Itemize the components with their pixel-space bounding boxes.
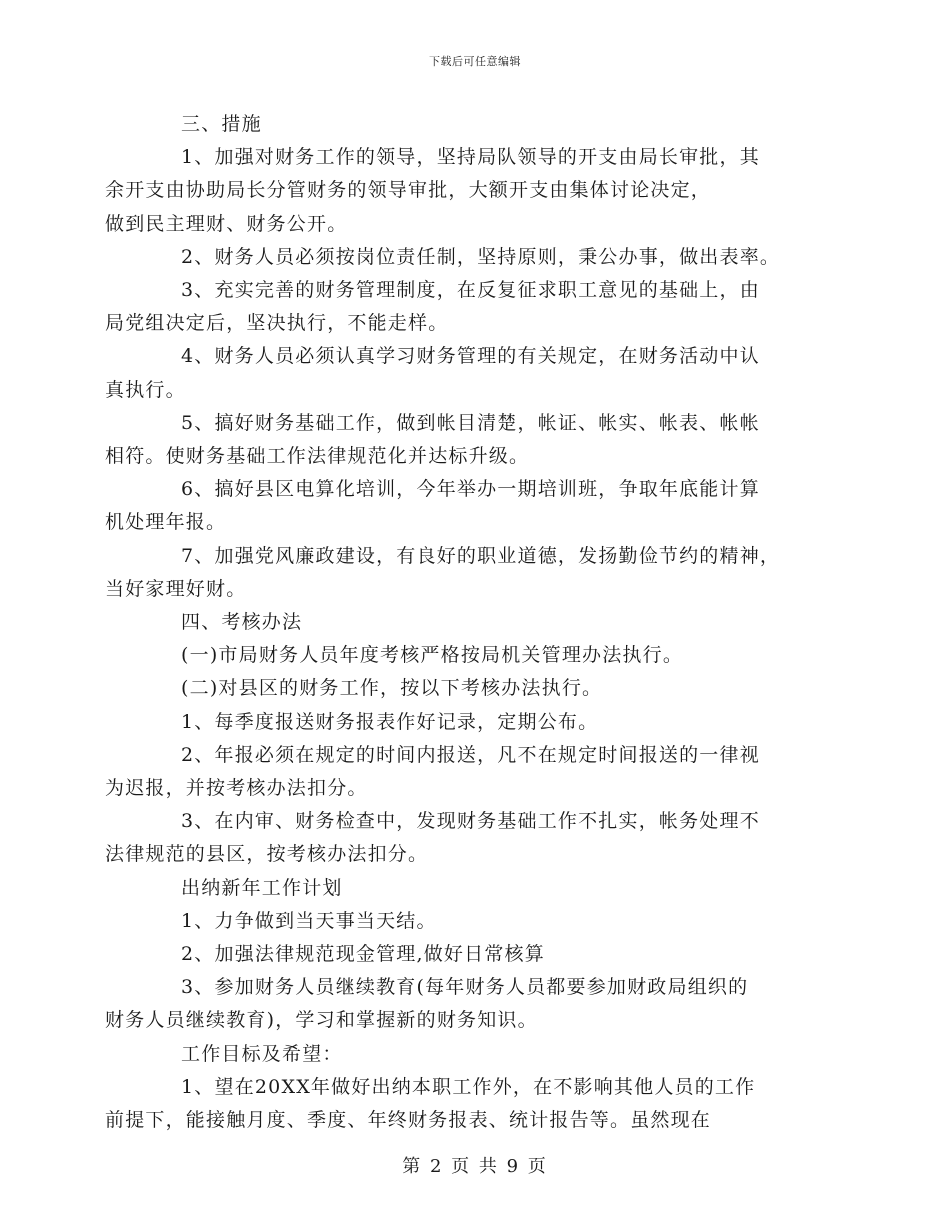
paragraph-line: 余开支由协助局长分管财务的领导审批，大额开支由集体讨论决定，	[105, 179, 712, 202]
paragraph	[143, 241, 813, 274]
paragraph-line: 3、充实完善的财务管理制度，在反复征求职工意见的基础上，由	[181, 279, 760, 302]
paragraph-line: 三、措施	[181, 113, 262, 135]
paragraph	[143, 639, 813, 672]
paragraph-line: 做到民主理财、财务公开。	[105, 212, 348, 235]
paragraph-line: 局党组决定后，坚决执行，不能走样。	[105, 312, 449, 335]
paragraph	[105, 971, 813, 1037]
paragraph-line: 当好家理好财。	[105, 577, 247, 600]
paragraph-line: (一)市局财务人员年度考核严格按局机关管理办法执行。	[181, 644, 684, 667]
paragraph-line: 6、搞好县区电算化培训，今年举办一期培训班，争取年底能计算	[181, 478, 760, 501]
paragraph-line: 3、参加财务人员继续教育(每年财务人员都要参加财政局组织的	[181, 976, 749, 999]
paragraph	[143, 872, 813, 905]
paragraph	[143, 672, 813, 705]
paragraph	[105, 1071, 813, 1137]
paragraph-line: 四、考核办法	[181, 611, 303, 634]
paragraph-line: 相符。使财务基础工作法律规范化并达标升级。	[105, 445, 530, 468]
paragraph-line: 2、加强法律规范现金管理,做好日常核算	[181, 943, 545, 966]
paragraph	[143, 938, 813, 971]
paragraph	[143, 905, 813, 938]
paragraph	[105, 473, 813, 539]
paragraph-line: 3、在内审、财务检查中，发现财务基础工作不扎实，帐务处理不	[181, 810, 760, 833]
paragraph-line: 出纳新年工作计划	[181, 876, 343, 899]
paragraph-line: 4、财务人员必须认真学习财务管理的有关规定，在财务活动中认	[181, 345, 760, 368]
paragraph-line: (二)对县区的财务工作，按以下考核办法执行。	[181, 677, 603, 700]
paragraph-line: 1、力争做到当天事当天结。	[181, 909, 437, 932]
paragraph-line: 前提下，能接触月度、季度、年终财务报表、统计报告等。虽然现在	[105, 1109, 712, 1132]
paragraph-line: 2、年报必须在规定的时间内报送，凡不在规定时间报送的一律视	[181, 743, 760, 766]
paragraph-line: 1、加强对财务工作的领导，坚持局队领导的开支由局长审批，其	[181, 146, 760, 169]
paragraph-line: 真执行。	[105, 378, 186, 401]
paragraph	[143, 706, 813, 739]
paragraph	[105, 805, 813, 871]
paragraph-line: 财务人员继续教育)，学习和掌握新的财务知识。	[105, 1009, 538, 1032]
paragraph-line: 为迟报，并按考核办法扣分。	[105, 777, 368, 800]
page-header: 下载后可任意编辑	[429, 55, 521, 68]
paragraph-line: 工作目标及希望：	[181, 1042, 343, 1065]
page-footer: 第 2 页 共 9 页	[402, 1156, 548, 1177]
paragraph-line: 2、财务人员必须按岗位责任制，坚持原则，秉公办事，做出表率。	[181, 245, 781, 268]
paragraph	[105, 274, 813, 340]
paragraph	[105, 407, 813, 473]
paragraph	[105, 141, 813, 241]
paragraph-line: 法律规范的县区，按考核办法扣分。	[105, 843, 429, 866]
paragraph	[143, 1038, 813, 1071]
paragraph-line: 1、每季度报送财务报表作好记录，定期公布。	[181, 710, 599, 733]
paragraph	[105, 739, 813, 805]
paragraph-line: 1、望在20XX年做好出纳本职工作外，在不影响其他人员的工作	[181, 1075, 756, 1098]
document-body	[105, 108, 813, 1137]
paragraph-line: 5、搞好财务基础工作，做到帐目清楚，帐证、帐实、帐表、帐帐	[181, 411, 760, 434]
paragraph	[105, 540, 813, 606]
paragraph-line: 机处理年报。	[105, 511, 227, 534]
paragraph-line: 7、加强党风廉政建设，有良好的职业道德，发扬勤俭节约的精神，	[181, 544, 781, 567]
paragraph	[105, 340, 813, 406]
paragraph	[143, 606, 813, 639]
paragraph	[143, 108, 813, 141]
